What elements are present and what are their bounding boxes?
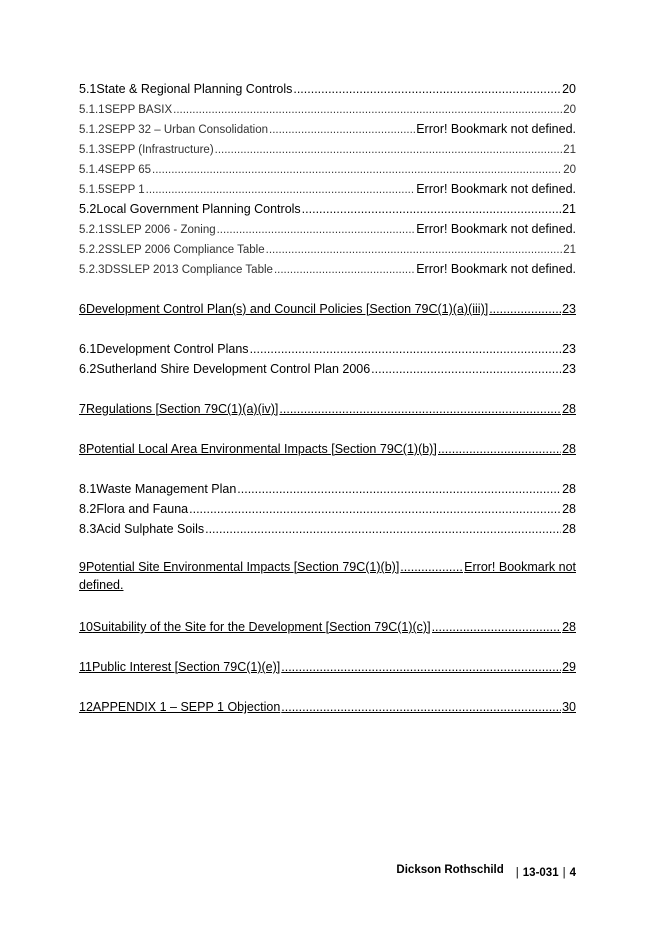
dot-leader [215, 144, 563, 156]
dot-leader [302, 202, 561, 216]
toc-entry-page: 20 [563, 104, 576, 116]
toc-entry-number: 6 [79, 302, 86, 316]
dot-leader [152, 164, 562, 176]
toc-entry-title: Suitability of the Site for the Development [Section 79C(1)(c)] [92, 620, 431, 634]
toc-entry[interactable] [79, 138, 576, 156]
firm-name: Dickson Rothschild [396, 864, 504, 876]
dot-leader [293, 82, 561, 96]
toc-entry-title: Local Government Planning Controls [96, 202, 301, 216]
toc-entry-number: 5.1 [79, 82, 97, 96]
toc-entry-page: 23 [562, 362, 576, 376]
toc-entry[interactable] [79, 556, 576, 574]
dot-leader [237, 482, 561, 496]
toc-entry-page: 20 [562, 82, 576, 96]
dot-leader [432, 620, 562, 634]
dot-leader [189, 502, 561, 516]
toc-entry-page: 21 [563, 244, 576, 256]
toc-entry[interactable] [79, 518, 576, 536]
toc-entry-title: SEPP 32 – Urban Consolidation [104, 124, 269, 136]
toc-entry-number: 8 [79, 442, 86, 456]
toc-entry[interactable] [79, 178, 576, 196]
toc-entry-number: 11 [79, 660, 92, 674]
toc-entry[interactable] [79, 656, 576, 674]
toc-entry-title: Potential Local Area Environmental Impacts [Section 79C(1)(b)] [85, 442, 437, 456]
toc-entry-page: Error! Bookmark not defined. [416, 262, 576, 276]
toc-entry-number: 5.2 [79, 202, 97, 216]
toc-entry-page: Error! Bookmark not [464, 560, 576, 574]
toc-entry-number: 8.2 [79, 502, 97, 516]
toc-entry[interactable] [79, 98, 576, 116]
toc-entry[interactable] [79, 298, 576, 316]
dot-leader [173, 104, 562, 116]
toc-entry-number: 10 [79, 620, 93, 634]
toc-entry-number: 9 [79, 560, 86, 574]
toc-entry[interactable] [79, 238, 576, 256]
toc-entry-page-continuation: defined. [79, 578, 124, 592]
footer-separator: | [515, 867, 519, 879]
toc-entry-number: 5.1.1 [79, 104, 105, 116]
toc-entry-number: 6.2 [79, 362, 97, 376]
toc-entry-number: 12 [79, 700, 93, 714]
dot-leader [281, 700, 561, 714]
toc-entry-title: APPENDIX 1 – SEPP 1 Objection [92, 700, 281, 714]
toc-entry[interactable] [79, 338, 576, 356]
dot-leader [269, 124, 415, 136]
dot-leader [266, 244, 563, 256]
toc-entry-title: Waste Management Plan [96, 482, 237, 496]
toc-entry-title: SEPP BASIX [104, 104, 173, 116]
dot-leader [281, 660, 561, 674]
dot-leader [400, 560, 463, 574]
toc-entry-title: Potential Site Environmental Impacts [Section 79C(1)(b)] [85, 560, 400, 574]
toc-entry-title: SSLEP 2006 - Zoning [104, 224, 216, 236]
toc-entry-number: 5.2.2 [79, 244, 105, 256]
toc-entry-title: State & Regional Planning Controls [96, 82, 293, 96]
toc-entry-page: 28 [562, 442, 576, 456]
toc-entry-page: 30 [562, 700, 576, 714]
dot-leader [205, 522, 561, 536]
toc-entry[interactable] [79, 438, 576, 456]
toc-entry-title: SEPP (Infrastructure) [104, 144, 214, 156]
dot-leader [438, 442, 561, 456]
toc-entry-title: SEPP 1 [104, 184, 145, 196]
toc-entry-title: Development Control Plan(s) and Council Policies [Section 79C(1)(a)(iii)] [85, 302, 489, 316]
toc-entry-page: 28 [562, 482, 576, 496]
toc-entry-title: Flora and Fauna [96, 502, 189, 516]
dot-leader [250, 342, 562, 356]
toc-entry[interactable] [79, 616, 576, 634]
dot-leader [274, 264, 415, 276]
toc-entry-number: 5.2.3 [79, 264, 105, 276]
toc-entry[interactable] [79, 498, 576, 516]
toc-entry-page: 20 [563, 164, 576, 176]
toc-entry-page: 28 [562, 620, 576, 634]
toc-entry-page: Error! Bookmark not defined. [416, 222, 576, 236]
toc-entry-title: DSSLEP 2013 Compliance Table [104, 264, 273, 276]
dot-leader [371, 362, 561, 376]
toc-entry-page: Error! Bookmark not defined. [416, 182, 576, 196]
toc-entry-page: 28 [562, 402, 576, 416]
toc-entry-number: 5.2.1 [79, 224, 105, 236]
toc-entry[interactable] [79, 78, 576, 96]
toc-entry-page: Error! Bookmark not defined. [416, 122, 576, 136]
toc-entry-number: 5.1.5 [79, 184, 105, 196]
toc-entry-number: 8.3 [79, 522, 97, 536]
toc-entry[interactable] [79, 198, 576, 216]
toc-entry-number: 7 [79, 402, 86, 416]
toc-entry-title: Regulations [Section 79C(1)(a)(iv)] [85, 402, 279, 416]
toc-entry[interactable] [79, 118, 576, 136]
toc-entry-number: 8.1 [79, 482, 97, 496]
dot-leader [146, 184, 416, 196]
toc-entry[interactable] [79, 158, 576, 176]
dot-leader [489, 302, 561, 316]
page-number: 4 [569, 867, 576, 879]
dot-leader [279, 402, 561, 416]
toc-entry-number: 6.1 [79, 342, 97, 356]
toc-entry[interactable] [79, 218, 576, 236]
toc-entry[interactable] [79, 478, 576, 496]
toc-entry-page: 23 [562, 302, 576, 316]
toc-entry[interactable] [79, 696, 576, 714]
toc-entry[interactable] [79, 398, 576, 416]
toc-entry-title: SEPP 65 [104, 164, 152, 176]
toc-entry-title: Sutherland Shire Development Control Plan 2006 [96, 362, 371, 376]
toc-entry-number: 5.1.3 [79, 144, 105, 156]
page-footer [396, 864, 576, 879]
footer-separator: | [562, 867, 566, 879]
toc-entry-number: 5.1.2 [79, 124, 105, 136]
toc-entry-page: 29 [562, 660, 576, 674]
toc-entry-page: 21 [563, 144, 576, 156]
toc-entry[interactable] [79, 258, 576, 276]
toc-entry-page: 28 [562, 502, 576, 516]
dot-leader [217, 224, 416, 236]
toc-entry-title: SSLEP 2006 Compliance Table [104, 244, 265, 256]
toc-entry-page: 28 [562, 522, 576, 536]
toc-entry[interactable] [79, 358, 576, 376]
project-code: 13-031 [522, 867, 559, 879]
toc-entry-title: Development Control Plans [96, 342, 249, 356]
toc-entry-page: 21 [562, 202, 576, 216]
toc-entry-title: Acid Sulphate Soils [96, 522, 205, 536]
toc-entry-number: 5.1.4 [79, 164, 105, 176]
toc-entry-title: Public Interest [Section 79C(1)(e)] [91, 660, 281, 674]
toc-entry-page: 23 [562, 342, 576, 356]
